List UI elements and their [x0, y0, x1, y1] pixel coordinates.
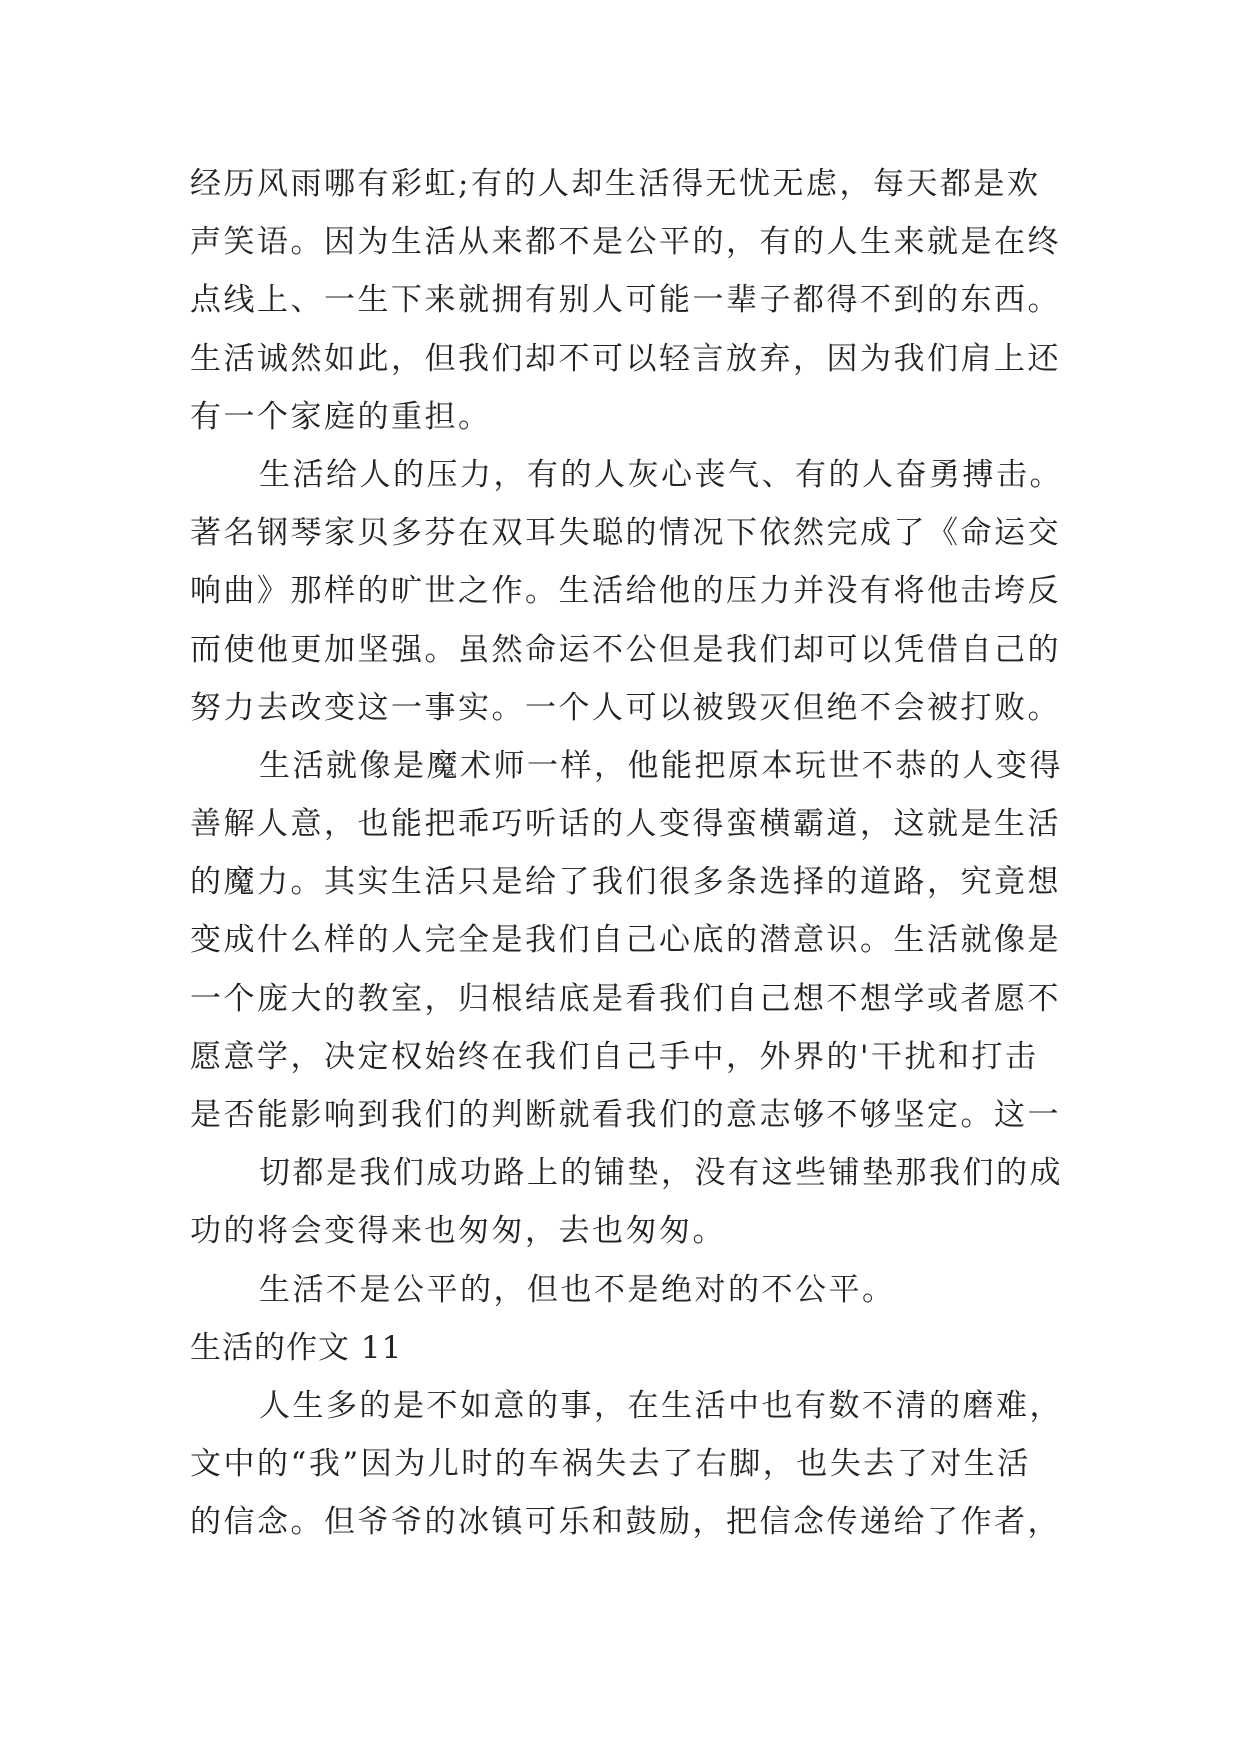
document-body [190, 155, 1090, 1552]
text-line: 经历风雨哪有彩虹;有的人却生活得无忧无虑，每天都是欢 [190, 166, 1041, 202]
text-line: 善解人意，也能把乖巧听话的人变得蛮横霸道，这就是生活 [190, 806, 1061, 843]
paragraph-first-line: 切都是我们成功路上的铺垫，没有这些铺垫那我们的成 [259, 1155, 1063, 1192]
text-line: 生活诚然如此，但我们却不可以轻言放弃，因为我们肩上还 [190, 340, 1061, 377]
text-line: 响曲》那样的旷世之作。生活给他的压力并没有将他击垮反 [190, 573, 1061, 610]
text-line: 而使他更加坚强。虽然命运不公但是我们却可以凭借自己的 [190, 631, 1061, 668]
text-line: 著名钢琴家贝多芬在双耳失聪的情况下依然完成了《命运交 [190, 515, 1061, 552]
paragraph-first-line: 生活就像是魔术师一样，他能把原本玩世不恭的人变得 [259, 747, 1063, 784]
text-line: 功的将会变得来也匆匆，去也匆匆。 [190, 1213, 726, 1250]
text-line: 声笑语。因为生活从来都不是公平的，有的人生来就是在终 [190, 224, 1061, 261]
text-line: 变成什么样的人完全是我们自己心底的潜意识。生活就像是 [190, 922, 1061, 959]
paragraph-first-line: 生活给人的压力，有的人灰心丧气、有的人奋勇搏击。 [259, 456, 1063, 493]
text-line: 点线上、一生下来就拥有别人可能一辈子都得不到的东西。 [190, 282, 1061, 319]
paragraph-first-line: 生活不是公平的，但也不是绝对的不公平。 [259, 1271, 896, 1308]
text-line: 一个庞大的教室，归根结底是看我们自己想不想学或者愿不 [190, 980, 1061, 1017]
text-line: 努力去改变这一事实。一个人可以被毁灭但绝不会被打败。 [190, 689, 1061, 726]
text-line: 愿意学，决定权始终在我们自己手中，外界的'干扰和打击 [190, 1038, 1039, 1075]
text-line: 文中的“我”因为儿时的车祸失去了右脚，也失去了对生活 [190, 1446, 1031, 1483]
text-line: 的信念。但爷爷的冰镇可乐和鼓励，把信念传递给了作者， [190, 1504, 1061, 1541]
text-line: 是否能影响到我们的判断就看我们的意志够不够坚定。这一 [190, 1097, 1061, 1133]
paragraph-first-line: 人生多的是不如意的事，在生活中也有数不清的磨难， [259, 1387, 1063, 1424]
section-heading: 生活的作文 11 [190, 1329, 403, 1366]
text-line: 的魔力。其实生活只是给了我们很多条选择的道路，究竟想 [190, 864, 1061, 901]
text-line: 有一个家庭的重担。 [190, 398, 492, 435]
